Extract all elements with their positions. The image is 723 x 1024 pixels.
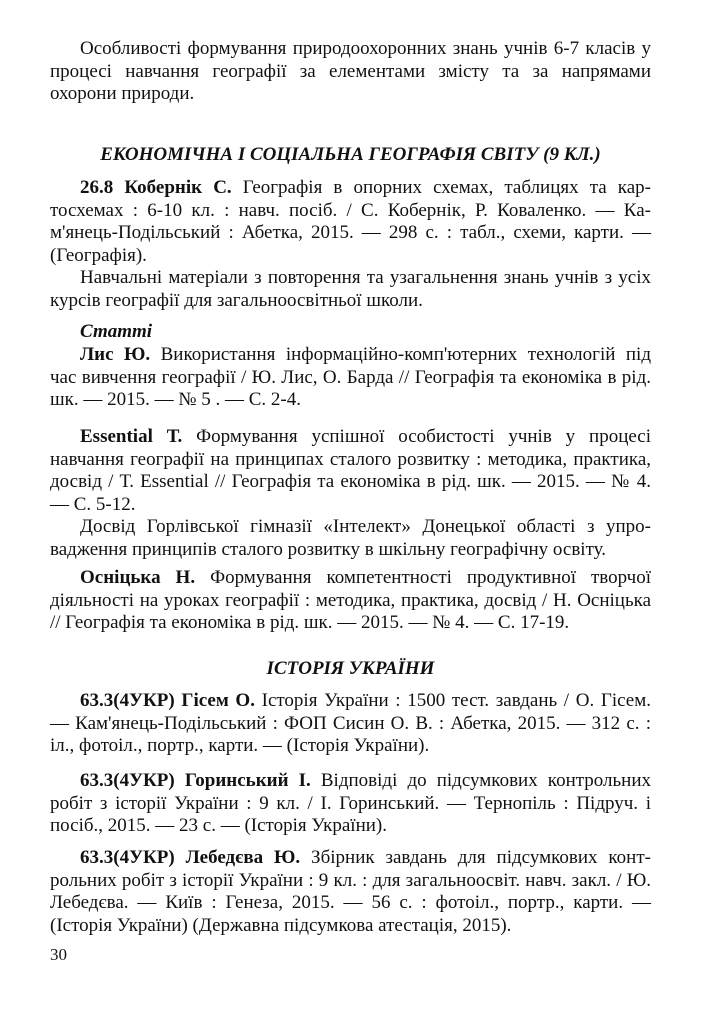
entry-hisem (50, 690, 651, 758)
intro-block (50, 38, 651, 106)
article-lys (50, 344, 651, 412)
article-author: Осніцька Н. (80, 567, 196, 588)
section-heading-history-ukraine: ІСТОРІЯ УКРАЇНИ (266, 658, 435, 679)
article-annotation: Досвід Горлівської гімназії «Інтелект» Донецької області з упровадження принципів сталого розвитку в шкільну географічну освіту. (50, 516, 651, 560)
entry-citation (50, 690, 651, 758)
entry-lebedieva (50, 847, 651, 937)
article-author: Essential Т. (80, 426, 183, 447)
article-text: Формування компетентності продуктивної творчої діяльності на уроках географії : методика, практика, досвід / Н. Осніцька // Географія та економіка в рід. шк. — 2015. — № 4. — С. 17-19. (50, 567, 651, 633)
entry-citation (50, 177, 651, 267)
entry-annotation: Навчальні матеріали з повторення та узагальнення знань учнів з усіх курсів географії для загальноосвітньої школи. (50, 267, 651, 311)
entry-horynskyi (50, 770, 651, 838)
article-text: Використання інформаційно-комп'ютерних технологій під час вивчення географії / Ю. Лис, О. Барда // Географія та економіка в рід. шк. — 2015. — № 5 . — С. 2-4. (50, 344, 651, 410)
entry-text: Географія в опорних схемах, таблицях та картосхемах : 6-10 кл. : навч. посіб. / С. Кобернік, Р. Коваленко. — Кам'янець-Подільський : Абетка, 2015. — 298 с. : табл., схеми, карти. — (Географія). (50, 177, 651, 266)
entry-kobernik (50, 177, 651, 312)
article-author: Лис Ю. (80, 344, 151, 365)
entry-citation (50, 847, 651, 937)
entry-code-author: 26.8 Кобернік С. (80, 177, 232, 198)
entry-code-author: 63.3(4УКР) Лебедєва Ю. (80, 847, 301, 868)
entry-text: Збірник завдань для підсумкових контрольних робіт з історії України : 9 кл. : для загальноосвіт. навч. закл. / Ю. Лебедєва. — Київ : Генеза, 2015. — 56 с. : фотоіл., портр., карти. — (Історія України) (Державна підсумкова атестація, 2015). (50, 847, 651, 936)
entry-text: Історія України : 1500 тест. завдань / О. Гісем. — Кам'янець-Подільський : ФОП Сисин О. В. : Абетка, 2015. — 312 с. : іл., фотоіл., портр., карти. — (Історія України). (50, 690, 651, 756)
section-heading-economic-geography: ЕКОНОМІЧНА І СОЦІАЛЬНА ГЕОГРАФІЯ СВІТУ (9 КЛ.) (100, 144, 601, 165)
intro-annotation: Особливості формування природоохоронних знань учнів 6-7 класів у процесі навчання географії за елементами змісту та за напрямами охорони природи. (50, 38, 651, 104)
entry-citation (50, 770, 651, 838)
article-citation (50, 426, 651, 516)
entry-code-author: 63.3(4УКР) Горинський І. (80, 770, 311, 791)
article-citation (50, 344, 651, 412)
article-oncheva (50, 426, 651, 561)
article-osnitska (50, 567, 651, 635)
article-citation (50, 567, 651, 635)
entry-code-author: 63.3(4УКР) Гісем О. (80, 690, 255, 711)
articles-subheading: Статті (80, 321, 153, 342)
page-number: 30 (50, 945, 67, 964)
entry-text: Відповіді до підсумкових контрольних робіт з історії України : 9 кл. / І. Горинський. — Тернопіль : Підруч. і посіб., 2015. — 23 с. — (Історія України). (50, 770, 652, 836)
article-text: Формування успішної особистості учнів у процесі навчання географії на принципах сталого розвитку : методика, практика, досвід / Т. Essential // Географія та економіка в рід. шк. — 2015. — № 4. — С. 5-12. (50, 426, 651, 515)
